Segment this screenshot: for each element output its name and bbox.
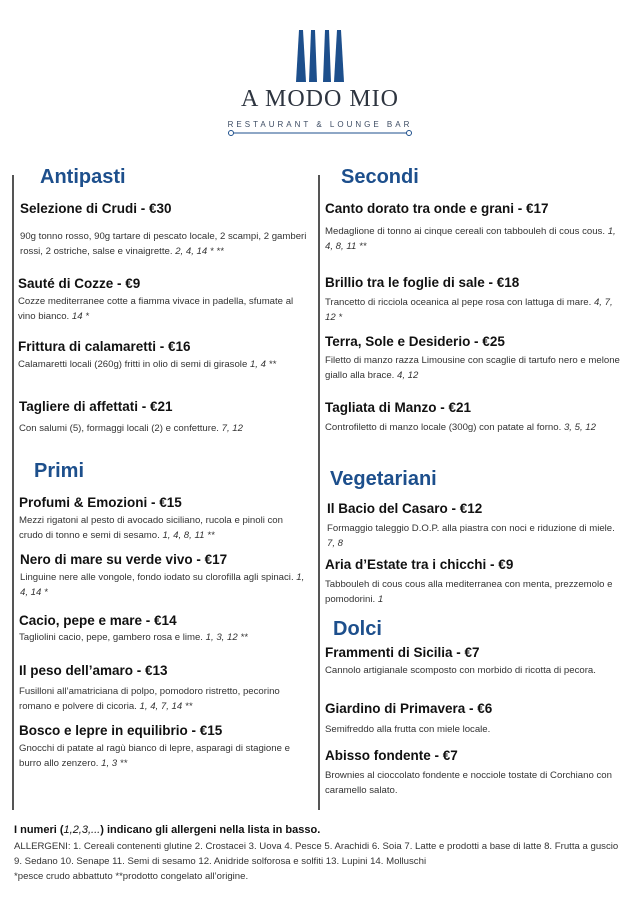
item-title: Brillio tra le foglie di sale - €18	[325, 275, 520, 290]
item-title: Frammenti di Sicilia - €7	[325, 645, 480, 660]
item-title: Il Bacio del Casaro - €12	[327, 501, 483, 516]
menu-item-aria-d-estate	[325, 557, 625, 607]
menu-item-il-bacio-del-casaro	[327, 501, 625, 551]
menu-item-saute-di-cozze	[18, 276, 308, 324]
item-allergens: 4, 12	[397, 370, 419, 381]
menu-item-abisso-fondente	[325, 748, 625, 798]
item-desc: Cannolo artigianale scomposto con morbido di ricotta di pecora.	[325, 665, 596, 676]
allergen-legend-heading: I numeri (1,2,3,...) indicano gli allergeni nella lista in basso.	[14, 824, 321, 836]
item-desc: Con salumi (5), formaggi locali (2) e confetture. 7, 12	[19, 423, 243, 434]
item-title: Terra, Sole e Desiderio - €25	[325, 334, 505, 349]
item-allergens: 4, 7, 12 *	[325, 297, 613, 323]
item-desc: Medaglione di tonno ai cinque cereali con tabbouleh di cous cous. 1, 4, 8, 11 **	[325, 226, 616, 252]
item-title: Bosco e lepre in equilibrio - €15	[19, 723, 223, 738]
menu-item-selezione-di-crudi	[20, 201, 310, 259]
section-title-vegetariani: Vegetariani	[330, 468, 437, 490]
item-allergens: 1, 4 **	[249, 359, 277, 370]
item-title: Tagliata di Manzo - €21	[325, 400, 472, 415]
item-title: Frittura di calamaretti - €16	[18, 339, 191, 354]
allergen-notes: *pesce crudo abbattuto **prodotto congelato all’origine.	[14, 871, 249, 882]
item-desc: Calamaretti locali (260g) fritti in olio di semi di girasole 1, 4 **	[18, 359, 277, 370]
item-title: Nero di mare su verde vivo - €17	[20, 552, 228, 567]
item-desc: Cozze mediterranee cotte a fiamma vivace in padella, sfumate al vino bianco. 14 *	[18, 296, 294, 322]
item-allergens: 1, 4, 8, 11 **	[162, 530, 215, 541]
item-desc: Tagliolini cacio, pepe, gambero rosa e lime. 1, 3, 12 **	[19, 632, 248, 643]
item-desc: Gnocchi di patate al ragù bianco di lepre, asparagi di stagione e burro allo zenzero. 1, 3 **	[19, 743, 290, 769]
item-title: Giardino di Primavera - €6	[325, 701, 493, 716]
item-title: Tagliere di affettati - €21	[19, 399, 173, 414]
item-allergens: 1, 4, 7, 14 **	[139, 701, 193, 712]
menu-item-bosco-e-lepre	[19, 723, 309, 771]
item-allergens: 1, 4, 14 *	[20, 572, 305, 598]
item-title: Abisso fondente - €7	[325, 748, 458, 763]
menu-item-frittura-di-calamaretti	[18, 339, 308, 372]
item-title: Il peso dell’amaro - €13	[19, 663, 168, 678]
item-title: Selezione di Crudi - €30	[20, 201, 172, 216]
item-allergens: 1, 3, 12 **	[205, 632, 248, 643]
item-allergens: 7, 8	[327, 538, 344, 549]
menu-item-il-peso-dell-amaro	[19, 663, 309, 714]
menu-item-profumi-emozioni	[19, 495, 309, 543]
left-menu-column	[12, 166, 310, 810]
menu-item-brillio-tra-le-foglie	[325, 275, 625, 325]
restaurant-logo	[0, 26, 640, 137]
item-desc: Semifreddo alla frutta con miele locale.	[325, 724, 491, 735]
allergen-list: ALLERGENI: 1. Cereali contenenti glutine 2. Crostacei 3. Uova 4. Pesce 5. Arachidi 6. Soia 7. Latte e prodotti a base di latte 8. Frutta a guscio 9. Sedano 10. Senape 11. Semi di sesamo 12. Anidride solforosa e solfiti 13. Lupini 14. Molluschi	[14, 841, 619, 867]
item-desc: 90g tonno rosso, 90g tartare di pescato locale, 2 scampi, 2 gamberi rossi, 2 ostriche, salse e vinaigrette. 2, 4, 14 * **	[20, 231, 307, 257]
item-allergens: 7, 12	[221, 423, 243, 434]
menu-item-tagliere-di-affettati	[19, 399, 309, 436]
item-allergens: 1, 4, 8, 11 **	[325, 226, 616, 252]
item-allergens: 1, 3 **	[101, 758, 128, 769]
brand-name: A MODO MIO	[240, 86, 399, 112]
section-title-antipasti: Antipasti	[40, 166, 126, 188]
menu-item-tagliata-di-manzo	[325, 400, 625, 435]
menu-item-canto-dorato	[325, 201, 625, 254]
decorative-divider	[227, 129, 413, 137]
item-desc: Formaggio taleggio D.O.P. alla piastra con noci e riduzione di miele. 7, 8	[327, 523, 615, 549]
item-desc: Fusilloni all’amatriciana di polpo, pomodoro ristretto, pecorino romano e polvere di cicoria. 1, 4, 7, 14 **	[19, 686, 280, 712]
item-desc: Brownies al cioccolato fondente e nocciole tostate di Corchiano con caramello salato.	[325, 770, 612, 796]
item-desc: Tabbouleh di cous cous alla mediterranea con menta, prezzemolo e pomodorini. 1	[325, 579, 613, 605]
fork-logo-icon	[290, 26, 350, 84]
item-title: Canto dorato tra onde e grani - €17	[325, 201, 549, 216]
item-desc: Linguine nere alle vongole, fondo iodato su clorofilla agli spinaci. 1, 4, 14 *	[20, 572, 305, 598]
item-title: Sauté di Cozze - €9	[18, 276, 141, 291]
menu-item-cacio-pepe-mare	[19, 613, 309, 645]
item-allergens: 14 *	[71, 311, 89, 322]
item-desc: Mezzi rigatoni al pesto di avocado siciliano, rucola e pinoli con crudo di tonno e semi di sesamo. 1, 4, 8, 11 **	[19, 515, 283, 541]
menu-item-terra-sole-desiderio	[325, 334, 625, 383]
section-title-primi: Primi	[34, 460, 85, 482]
item-allergens: 3, 5, 12	[563, 422, 596, 433]
section-title-secondi: Secondi	[341, 166, 419, 188]
menu-item-frammenti-di-sicilia	[325, 645, 625, 678]
allergen-footer	[14, 823, 626, 884]
item-desc: Trancetto di ricciola oceanica al pepe rosa con lattuga di mare. 4, 7, 12 *	[325, 297, 613, 323]
item-desc: Controfiletto di manzo locale (300g) con patate al forno. 3, 5, 12	[325, 422, 596, 433]
item-allergens: 1	[377, 594, 384, 605]
brand-subtitle: RESTAURANT & LOUNGE BAR	[227, 120, 413, 129]
item-allergens: 2, 4, 14 * **	[175, 246, 224, 257]
item-title: Aria d’Estate tra i chicchi - €9	[325, 557, 514, 572]
menu-item-giardino-di-primavera	[325, 701, 625, 737]
item-title: Cacio, pepe e mare - €14	[19, 613, 177, 628]
item-title: Profumi & Emozioni - €15	[19, 495, 182, 510]
right-menu-column	[318, 166, 628, 810]
menu-item-nero-di-mare	[20, 552, 310, 600]
item-desc: Filetto di manzo razza Limousine con scaglie di tartufo nero e melone giallo alla brace. 4, 12	[325, 355, 620, 381]
section-title-dolci: Dolci	[333, 618, 382, 640]
